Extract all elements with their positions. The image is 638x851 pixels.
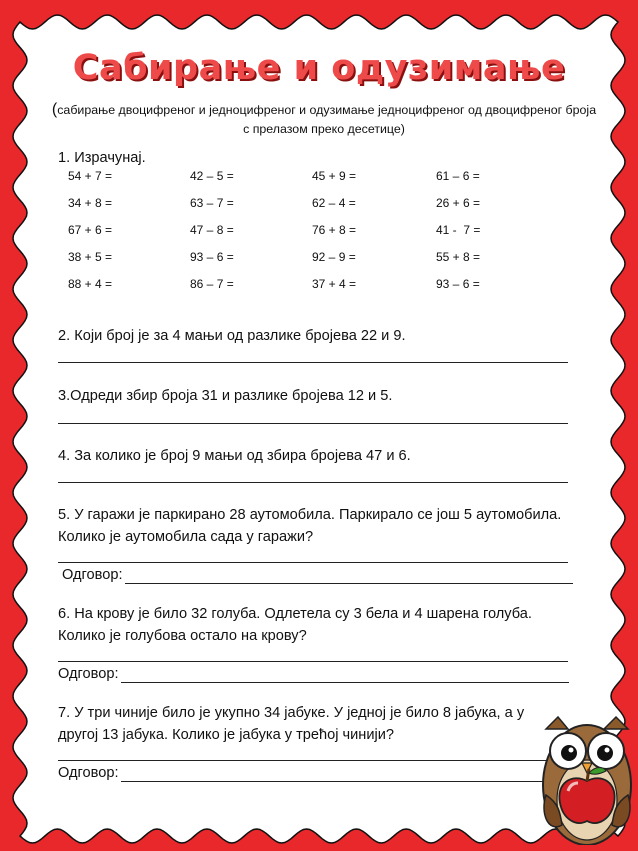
task1-expression-grid [68, 168, 538, 294]
task7-work-line[interactable] [58, 760, 548, 761]
expression: 26 + 6 = [436, 195, 481, 210]
task1-label: 1. Израчунај. [58, 150, 146, 166]
expression: 54 + 7 = [68, 169, 113, 183]
expression: 55 + 8 = [436, 249, 481, 264]
expression: 61 – 6 = [436, 169, 480, 183]
page-subtitle [50, 100, 598, 139]
task4-answer-line[interactable] [58, 482, 568, 483]
expression: 38 + 5 = [68, 249, 113, 264]
page-title: Сабирање и одузимање [72, 48, 566, 88]
task7-question-line1: 7. У три чиније било је укупно 34 јабуке. У једној је било 8 јабука, а у [58, 705, 525, 721]
subtitle-open-paren: ( [51, 101, 58, 118]
subtitle-text: сабирање двоцифреног и једноцифреног и одузимање једноцифреног од двоцифреног броја с прелазом преко десетице) [57, 103, 597, 136]
owl-with-apple-icon [538, 715, 634, 845]
expression: 76 + 8 = [312, 222, 357, 237]
expression: 86 – 7 = [190, 276, 234, 291]
task5-answer-label: Одговор: [62, 567, 123, 583]
expression: 34 + 8 = [68, 195, 113, 210]
task7-answer-label: Одговор: [58, 765, 119, 781]
task5-question-line2: Колико је аутомобила сада у гаражи? [58, 529, 314, 545]
expression: 67 + 6 = [68, 222, 113, 237]
expression: 47 – 8 = [190, 222, 234, 237]
task6-answer-label: Одговор: [58, 666, 119, 682]
task5-question-line1: 5. У гаражи је паркирано 28 аутомобила. Паркирало се још 5 аутомобила. [58, 507, 562, 523]
task5-answer-row[interactable] [62, 566, 573, 584]
task5-work-line[interactable] [58, 562, 568, 563]
expression: 62 – 4 = [312, 195, 356, 210]
expression: 88 + 4 = [68, 276, 113, 291]
expression: 93 – 6 = [190, 249, 234, 264]
expression: 37 + 4 = [312, 276, 357, 291]
task6-answer-line[interactable] [121, 667, 569, 683]
task4-question: 4. За колико је број 9 мањи од збира бројева 47 и 6. [58, 448, 411, 464]
task2-answer-line[interactable] [58, 362, 568, 363]
task2-question: 2. Који број је за 4 мањи од разлике бројева 22 и 9. [58, 328, 406, 344]
expression: 92 – 9 = [312, 249, 356, 264]
task3-answer-line[interactable] [58, 423, 568, 424]
task6-work-line[interactable] [58, 661, 568, 662]
task6-question-line1: 6. На крову је било 32 голуба. Одлетела су 3 бела и 4 шарена голуба. [58, 606, 532, 622]
expression: 63 – 7 = [190, 195, 234, 210]
task6-question-line2: Колико је голубова остало на крову? [58, 628, 307, 644]
task7-answer-row[interactable] [58, 764, 548, 782]
expression: 45 + 9 = [312, 169, 357, 183]
expression: 41 - 7 = [436, 222, 481, 237]
task5-answer-line[interactable] [125, 568, 573, 584]
expression: 42 – 5 = [190, 169, 234, 183]
task7-answer-line[interactable] [121, 766, 548, 782]
task7-question-line2: другој 13 јабука. Колико је јабука у трећој чинији? [58, 727, 395, 743]
expression: 93 – 6 = [436, 276, 480, 291]
task3-question: 3.Одреди збир броја 31 и разлике бројева 12 и 5. [58, 388, 393, 404]
task6-answer-row[interactable] [58, 665, 569, 683]
